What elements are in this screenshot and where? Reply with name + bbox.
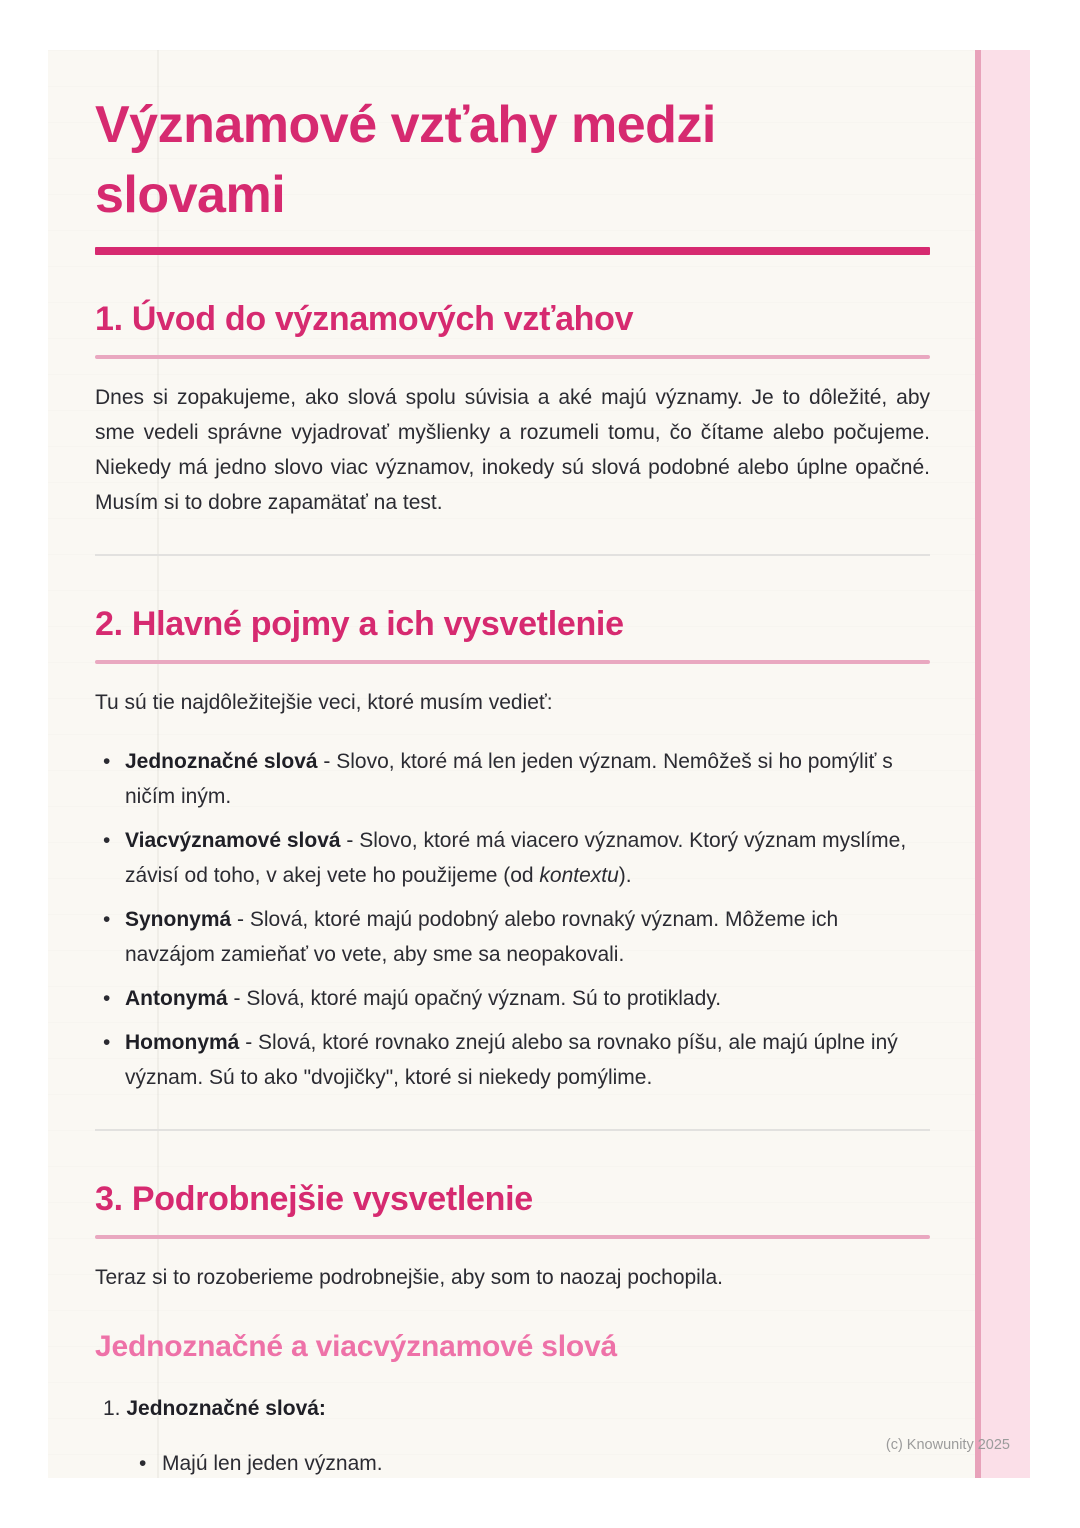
bullet-icon: • (103, 1031, 111, 1054)
term-definition-italic: kontextu (539, 864, 619, 887)
section-1-paragraph: Dnes si zopakujeme, ako slová spolu súvisia a aké majú významy. Je to dôležité, aby sme vedeli správne vyjadrovať myšlienky a rozumeli tomu, čo čítame alebo počujeme. Niekedy má jedno slovo viac významov, inokedy sú slová podobné alebo úplne opačné. Musím si to dobre zapamätať na test. (95, 386, 930, 514)
term-separator: - (317, 750, 337, 773)
page-title: Významové vzťahy medzi slovami (95, 96, 716, 224)
term-item (95, 1025, 930, 1095)
term-definition-end: ). (618, 864, 632, 887)
section-3-heading: 3. Podrobnejšie vysvetlenie (95, 1180, 533, 1218)
term-definition: Slová, ktoré rovnako znejú alebo sa rovnako píšu, ale majú úplne iný význam. Sú to ako "dvojičky", ktoré si niekedy pomýlime. (125, 1031, 898, 1089)
term-name: Homonymá (125, 1031, 240, 1054)
term-separator: - (239, 1031, 259, 1054)
bullet-icon: • (103, 987, 111, 1010)
item-label: Jednoznačné slová: (126, 1397, 326, 1420)
term-definition: Slová, ktoré majú podobný alebo rovnaký význam. Môžeme ich navzájom zamieňať vo vete, aby sme sa neopakovali. (125, 908, 839, 966)
bullet-icon: • (139, 1452, 147, 1475)
sub-bullet-text: Majú len jeden význam. (162, 1452, 383, 1475)
page-content (95, 50, 930, 1481)
term-definition: Slová, ktoré majú opačný význam. Sú to protiklady. (246, 987, 722, 1010)
title-rule (95, 247, 930, 255)
section-3-paragraph: Teraz si to rozoberieme podrobnejšie, aby som to naozaj pochopila. (95, 1266, 724, 1289)
term-name: Jednoznačné slová (125, 750, 318, 773)
term-item (95, 823, 930, 893)
term-separator: - (340, 829, 360, 852)
term-separator: - (227, 987, 247, 1010)
item-number: 1. (103, 1397, 121, 1420)
section-2-heading: 2. Hlavné pojmy a ich vysvetlenie (95, 605, 624, 643)
term-name: Antonymá (125, 987, 228, 1010)
term-item (95, 902, 930, 972)
term-definition: Slovo, ktoré má len jeden význam. Nemôžeš si ho pomýliť s ničím iným. (125, 750, 893, 808)
term-name: Viacvýznamové slová (125, 829, 341, 852)
term-item (95, 744, 930, 814)
section-divider (95, 554, 930, 556)
term-item (95, 981, 930, 1016)
term-separator: - (231, 908, 250, 931)
sub-bullet-item (95, 1446, 930, 1481)
section-1-heading: 1. Úvod do významových vzťahov (95, 300, 634, 338)
bullet-icon: • (103, 908, 111, 931)
term-definition: Slovo, ktoré má viacero významov. Ktorý význam myslíme, závisí od toho, v akej vete ho použijeme (od (125, 829, 907, 887)
copyright-footer: (c) Knowunity 2025 (885, 1437, 1010, 1453)
term-list (95, 744, 930, 1095)
term-name: Synonymá (125, 908, 232, 931)
bullet-icon: • (103, 829, 111, 852)
section-3-rule (95, 1235, 930, 1239)
numbered-item (95, 1391, 930, 1426)
bullet-icon: • (103, 750, 111, 773)
subsection-heading: Jednoznačné a viacvýznamové slová (95, 1330, 617, 1363)
section-divider (95, 1129, 930, 1131)
section-2-rule (95, 660, 930, 664)
section-1-rule (95, 355, 930, 359)
page-accent-stripe (975, 50, 1030, 1478)
notes-page (48, 50, 1030, 1478)
section-2-intro: Tu sú tie najdôležitejšie veci, ktoré musím vedieť: (95, 691, 553, 714)
